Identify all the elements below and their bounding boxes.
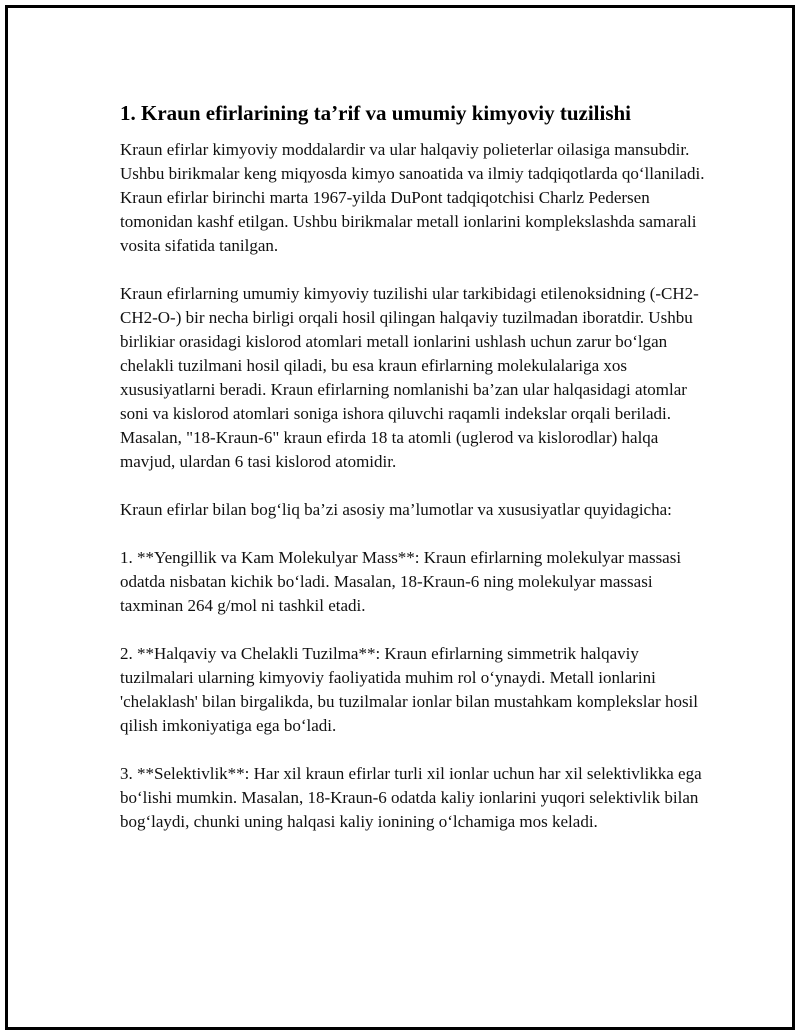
list-item-1: 1. **Yengillik va Kam Molekulyar Mass**: Kraun efirlarning molekulyar massasi odatda nisbatan kichik bo‘ladi. Masalan, 18-Kraun-6 ning molekulyar massasi taxminan 264 g/mol ni tashkil etadi.	[120, 548, 682, 615]
page-border	[5, 5, 795, 1030]
list-item-3: 3. **Selektivlik**: Har xil kraun efirlar turli xil ionlar uchun har xil selektivlikka ega bo‘lishi mumkin. Masalan, 18-Kraun-6 odatda kaliy ionlarini yuqori selektivlik bilan bog‘laydi, chunki uning halqasi kaliy ionining o‘lchamiga mos keladi.	[120, 764, 702, 831]
list-item-2: 2. **Halqaviy va Chelakli Tuzilma**: Kraun efirlarning simmetrik halqaviy tuzilmalari ularning kimyoviy faoliyatida muhim rol o‘ynaydi. Metall ionlarini 'chelaklash' bilan birgalikda, bu tuzilmalar ionlar bilan mustahkam komplekslar hosil qilish imkoniyatiga ega bo‘ladi.	[120, 644, 699, 735]
document-body	[120, 98, 705, 858]
structure-paragraph: Kraun efirlarning umumiy kimyoviy tuzilishi ular tarkibidagi etilenoksidning (-CH2-CH2-O-) bir necha birligi orqali hosil qilingan halqaviy tuzilmadan iboratdir. Ushbu birlikiar orasidagi kislorod atomlari metall ionlarini ushlash uchun zarur bo‘lgan chelakli tuzilmani hosil qiladi, bu esa kraun efirlarning molekulalariga xos xususiyatlarni beradi. Kraun efirlarning nomlanishi ba’zan ular halqasidagi atomlar soni va kislorod atomlari soniga ishora qiluvchi raqamli indekslar orqali beriladi. Masalan, "18-Kraun-6" kraun efirda 18 ta atomli (uglerod va kislorodlar) halqa mavjud, ulardan 6 tasi kislorod atomidir.	[120, 284, 699, 471]
intro-paragraph: Kraun efirlar kimyoviy moddalardir va ular halqaviy polieterlar oilasiga mansubdir. Ushbu birikmalar keng miqyosda kimyo sanoatida va ilmiy tadqiqotlarda qo‘llaniladi. Kraun efirlar birinchi marta 1967-yilda DuPont tadqiqotchisi Charlz Pedersen tomonidan kashf etilgan. Ushbu birikmalar metall ionlarini komplekslashda samarali vosita sifatida tanilgan.	[120, 140, 705, 255]
list-intro-paragraph: Kraun efirlar bilan bog‘liq ba’zi asosiy ma’lumotlar va xususiyatlar quyidagicha:	[120, 500, 672, 519]
section-heading: 1. Kraun efirlarining ta’rif va umumiy kimyoviy tuzilishi	[120, 101, 632, 125]
